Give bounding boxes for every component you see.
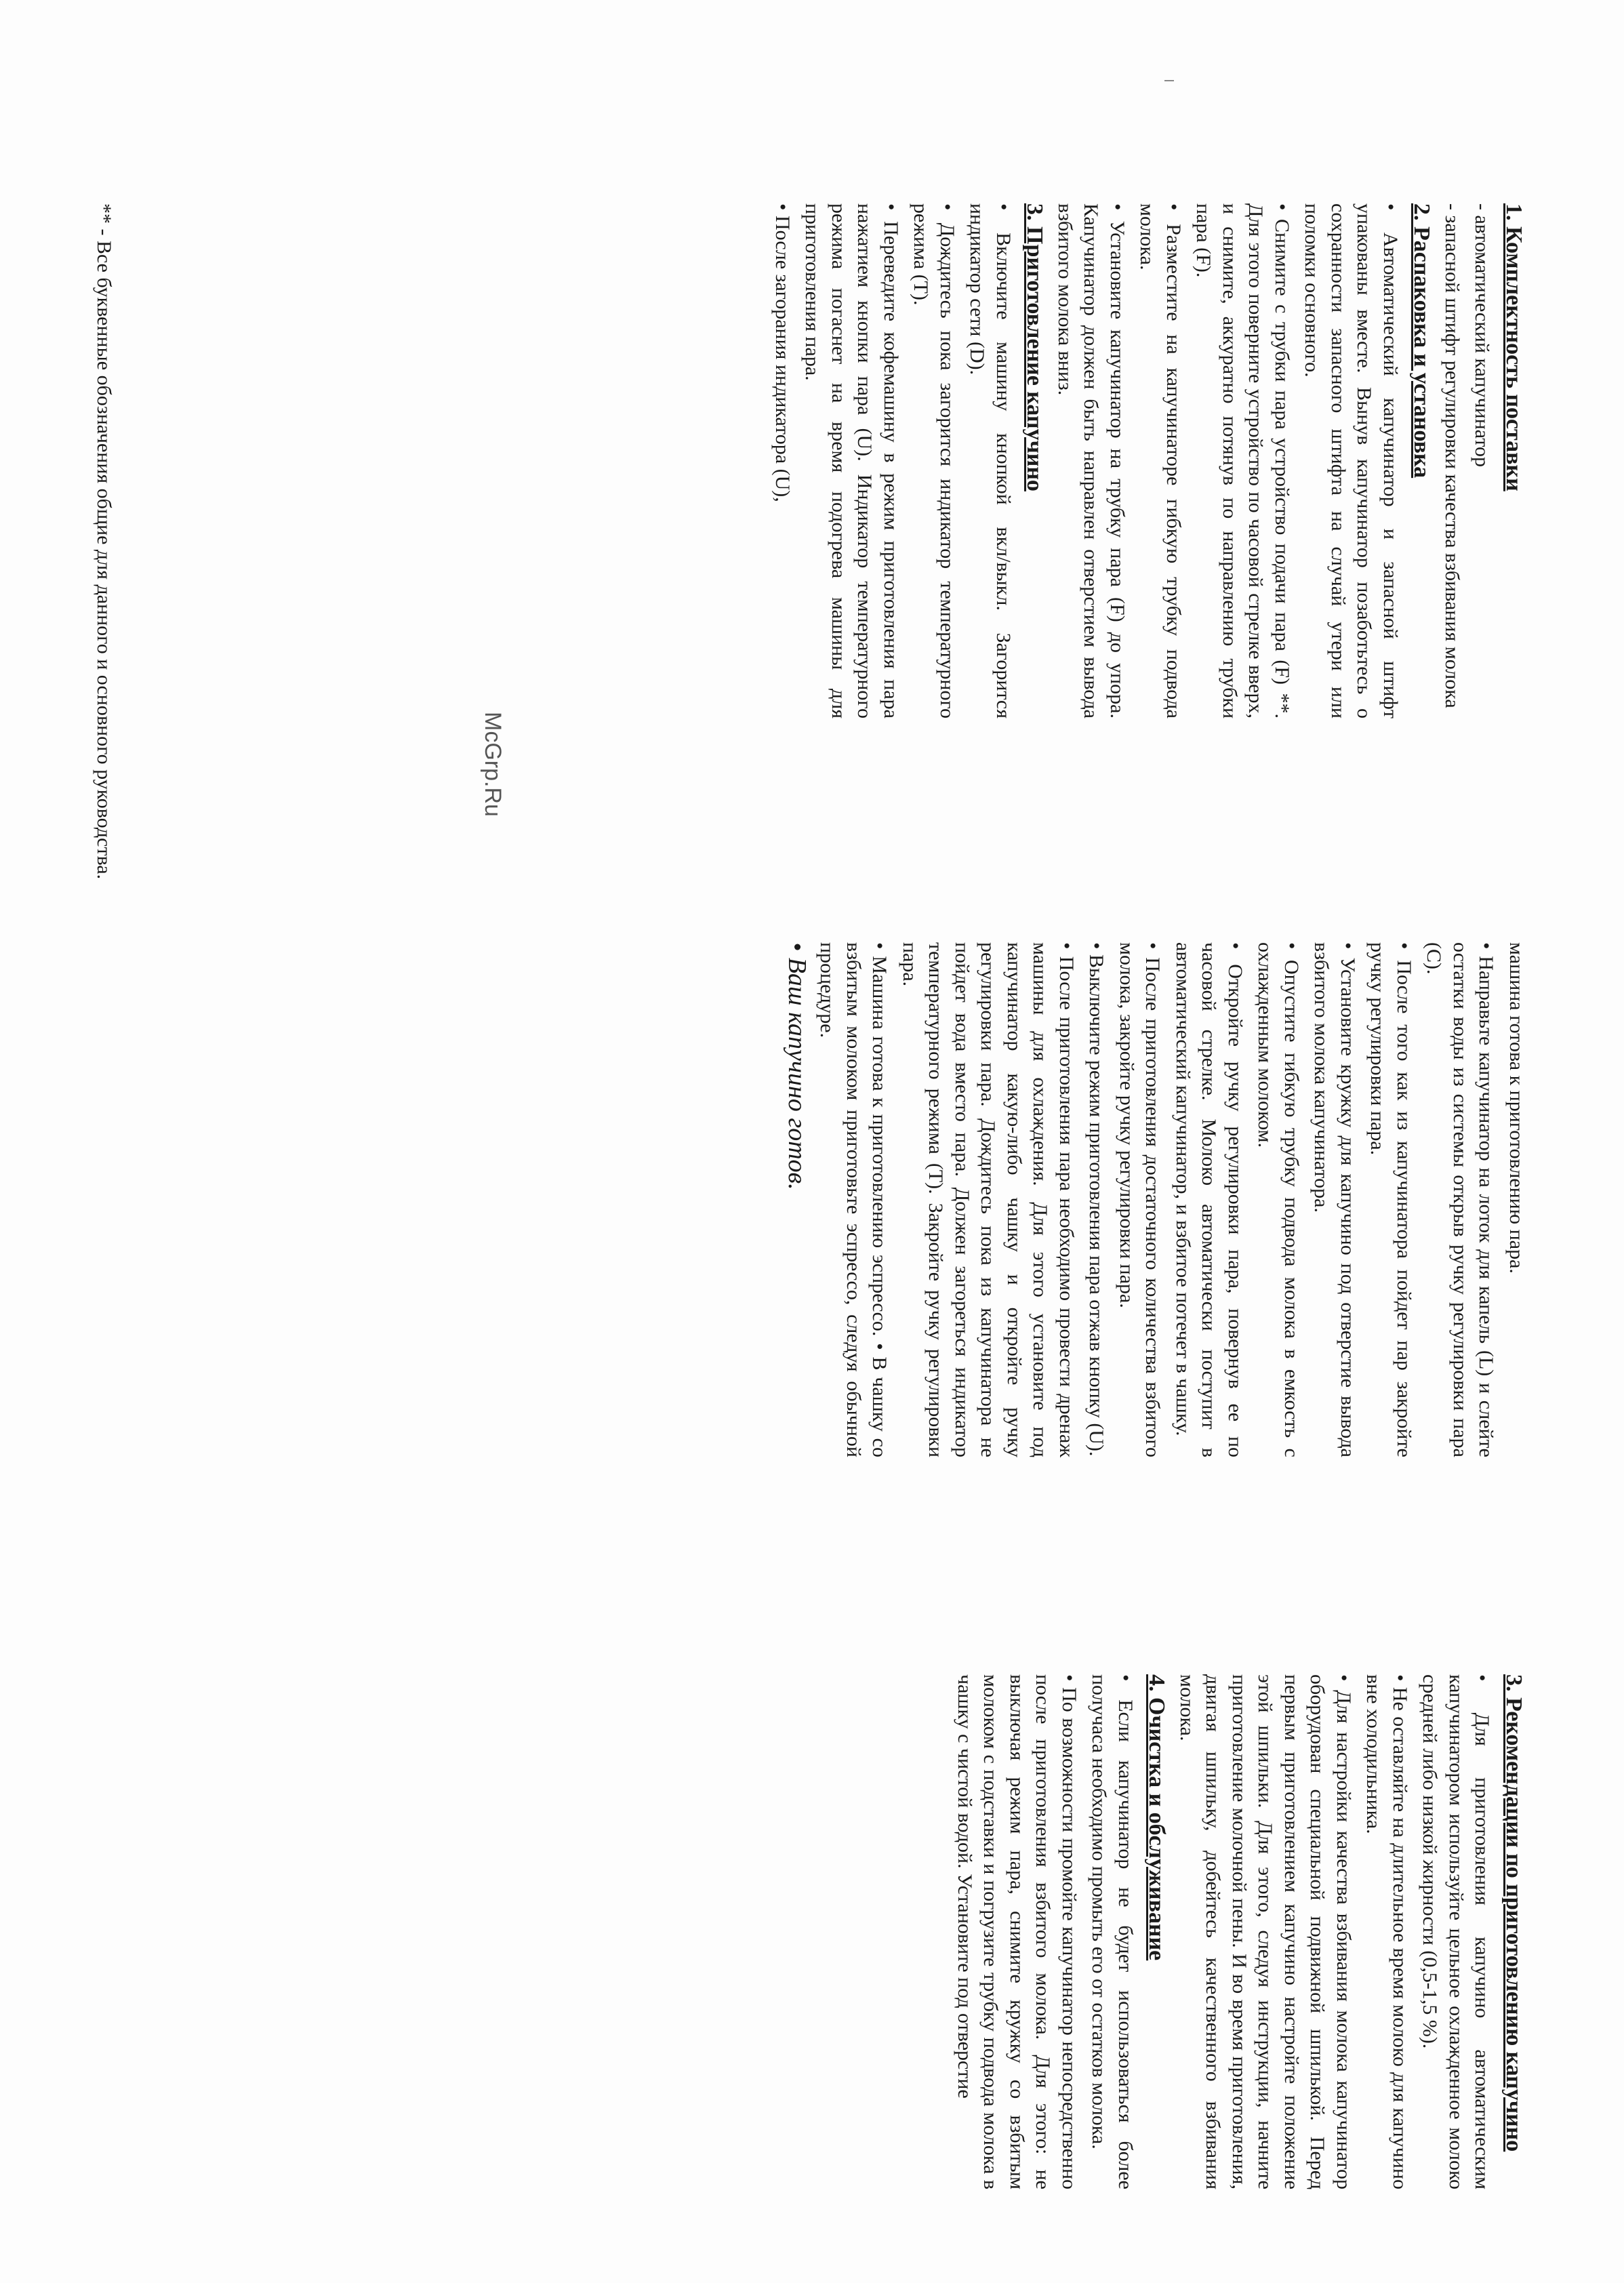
paragraph: - запасной штифт регулировки качества взбивания молока — [1441, 203, 1463, 708]
column-1 — [765, 203, 1530, 719]
paragraph: • Если капучинатор не будет использоваться более получаса необходимо промыть его от остатков молока. — [1088, 1674, 1137, 2189]
section-heading-2: 2. Распаковка и установка — [1409, 203, 1435, 479]
paragraph: • Откройте ручку регулировки пара, повернув ее по часовой стрелке. Молоко автоматически поступит в автоматический капучинатор, и взбитое потечет в чашку. — [1172, 942, 1246, 1457]
column-3 — [948, 1674, 1530, 2189]
paragraph: - автоматический капучинатор — [1471, 203, 1494, 468]
paragraph: машина готова к приготовлению пара. — [1505, 942, 1528, 1274]
paragraph: • Снимите с трубки пара устройство подачи пара (F) **. Для этого поверните устройство по часовой стрелке вверх, и снимите, аккуратно потянув по направлению трубки пара (F). — [1192, 203, 1293, 719]
section-heading-4: 4. Очистка и обслуживание — [1144, 1674, 1170, 1961]
section-heading-3: 3. Приготовление капучино — [1022, 203, 1048, 491]
footnote: ** - Все буквенные обозначения общие для данного и основного руководства. — [93, 203, 115, 880]
paragraph: • Разместите на капучинаторе гибкую трубку подвода молока. — [1136, 203, 1185, 719]
paragraph: • После приготовления достаточного количества взбитого молока, закройте ручку регулировки пара. — [1116, 942, 1164, 1457]
column-2 — [780, 942, 1530, 1457]
paragraph: • Переведите кофемашину в режим приготовления пара нажатием кнопки пара (U). Индикатор температурного режима погаснет на время подогрева машины для приготовления пара. — [801, 203, 902, 719]
paragraph: • Дождитесь пока загорится индикатор температурного режима (T). — [910, 203, 958, 719]
closing-line: • Ваш капучино готов. — [783, 942, 811, 1190]
paragraph: • Автоматический капучинатор и запасной штифт упакованы вместе. Вынув капучинатор позаботьтесь о сохранности запасного штифта на случай утери или поломки основного. — [1301, 203, 1402, 719]
paragraph: • Установите капучинатор на трубку пара (F) до упора. Капучинатор должен быть направлен отверстием вывода взбитого молока вниз. — [1054, 203, 1129, 719]
paragraph: • После приготовления пара необходимо провести дренаж машины для охлаждения. Для этого установите под капучинатор какую-либо чашку и откройте ручку регулировки пара. Дождитесь пока из капучинатора не пойдет вода вместо пара. Должен загореться индикатор температурного режима (T). Закройте ручку регулировки пара. — [899, 942, 1078, 1457]
watermark: McGrp.Ru — [480, 712, 506, 817]
paragraph: • Для настройки качества взбивания молока капучинатор оборудован специальной подвижной шпилькой. Перед первым приготовлением капучино настройте положение этой шпильки. Для этого, следуя инструкции, начните приготовление молочной пены. И во время приготовления, двигая шпильку, добейтесь качественного взбивания молока. — [1176, 1674, 1355, 2189]
paragraph: • Выключите режим приготовления пара отжав кнопку (U). — [1085, 942, 1108, 1457]
paragraph: • Опустите гибкую трубку подвода молока в емкость с охлажденным молоком. — [1254, 942, 1303, 1457]
paragraph: • По возможности промойте капучинатор непосредственно после приготовления взбитого молока. Для этого: не выключая режим пара, снимите кружку со взбитым молоком с подставки и погрузите трубку подвода молока в чашку с чистой водой. Установите под отверстие — [954, 1674, 1080, 2189]
paragraph: • Не оставляйте на длительное время молоко для капучино вне холодильника. — [1362, 1674, 1411, 2189]
paragraph: • После загорания индикатора (U), — [771, 203, 794, 502]
paragraph: • Машина готова к приготовлению эспрессо. • В чашку со взбитым молоком приготовьте эспрессо, следуя обычной процедуре. — [816, 942, 891, 1457]
paragraph: • Включите машину кнопкой вкл/выкл. Загорится индикатор сети (D). — [966, 203, 1015, 719]
paragraph: • Установите кружку для капучино под отверстие вывода взбитого молока капучинатора. — [1310, 942, 1359, 1457]
paragraph: • После того как из капучинатора пойдет пар закройте ручку регулировки пара. — [1366, 942, 1415, 1457]
paragraph: • Направьте капучинатор на лоток для капель (L) и слейте остатки воды из системы открыв ручку регулировки пара (С). — [1423, 942, 1498, 1457]
section-heading-3-recommendations: 3. Рекомендации по приготовлению капучино — [1501, 1674, 1526, 2152]
paragraph: • Для приготовления капучино автоматическим капучинатором используйте цельное охлажденное молоко средней либо низкой жирности (0,5-1,5 %). — [1419, 1674, 1494, 2189]
section-heading-1: 1. Комплектность поставки — [1501, 203, 1526, 491]
